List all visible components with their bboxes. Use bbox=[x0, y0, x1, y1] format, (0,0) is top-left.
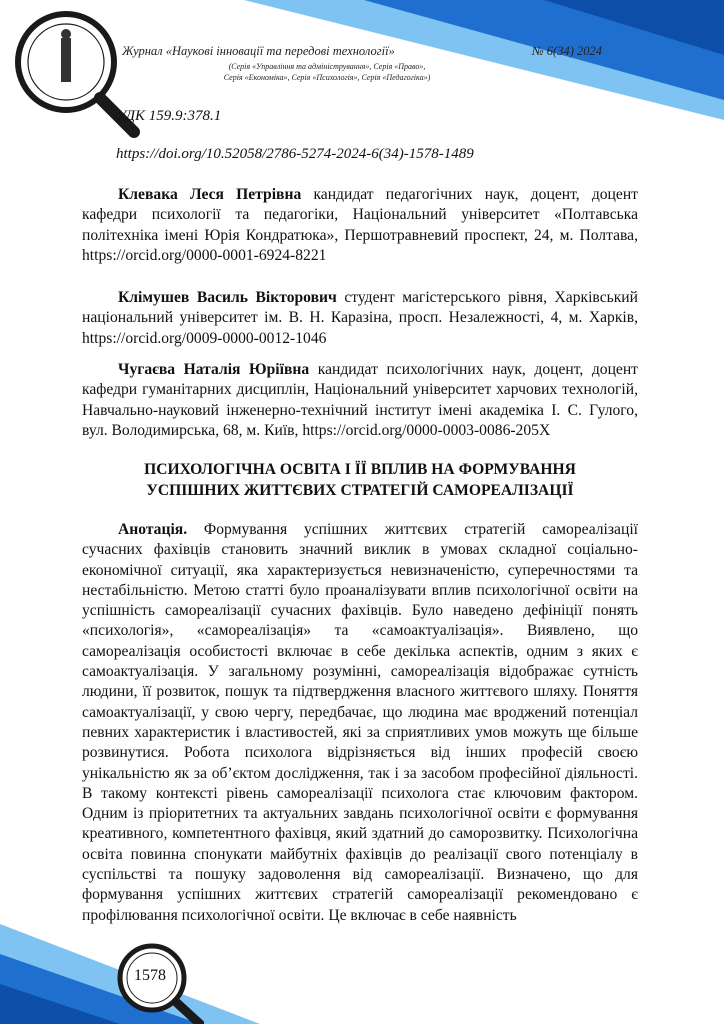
author-details: кандидат педагогічних наук, доцент, доцент кафедри психології та педагогіки, Національний університет «Полтавська політехніка імені Юрія Кондратюка», Першотравневий проспект, 24, м. Полтава, https://orcid.org/0000-0001-6924-8221 bbox=[82, 186, 638, 264]
author-details: кандидат психологічних наук, доцент, доцент кафедри гуманітарних дисциплін, Національний університет харчових технологій, Навчально-науковий інженерно-технічний інститут імені академіка І. С. Гулого, вул. Володимирська, 68, м. Київ, https://orcid.org/0000-0003-0086-205X bbox=[82, 361, 638, 439]
title-line-1: ПСИХОЛОГІЧНА ОСВІТА І ЇЇ ВПЛИВ НА ФОРМУВАННЯ bbox=[144, 461, 576, 478]
author-name: Чугаєва Наталія Юріївна bbox=[118, 361, 310, 378]
author-block bbox=[82, 360, 638, 441]
journal-issue: № 6(34) 2024 bbox=[531, 44, 602, 58]
journal-title: Журнал «Наукові інновації та передові технології» bbox=[122, 44, 395, 58]
page-number: 1578 bbox=[134, 967, 166, 984]
doi-link[interactable]: https://doi.org/10.52058/2786-5274-2024-6(34)-1578-1489 bbox=[116, 146, 474, 162]
author-details: студент магістерського рівня, Харківський національний університет ім. В. Н. Каразіна, просп. Незалежності, 4, м. Харків, https://orcid.org/0009-0000-0012-1046 bbox=[82, 289, 638, 347]
author-block bbox=[82, 185, 638, 266]
series-line-1: (Серія «Управління та адміністрування», Серія «Право», bbox=[228, 62, 426, 71]
abstract-text: Формування успішних життєвих стратегій самореалізації сучасних фахівців становить значний виклик в умовах складної соціально-економічної ситуації, яка характеризується невизначеністю, суперечностями та нестабільністю. Метою статті було проаналізувати вплив психологічної освіти на успішність самореалізації сучасних фахівців. Було наведено дефініції понять «психологія», «самореалізація» та «самоактуалізація». Виявлено, що самореалізація особистості включає в себе декілька аспектів, одним з яких є самоактуалізація. У загальному розумінні, самореалізація відображає сутність людини, її розвиток, пошук та підтвердження власного життєвого шляху. Поняття самоактуалізації, у свою чергу, передбачає, що людина має вроджений потенціал певних характеристик і властивостей, які за сприятливих умов можуть ще більше розвинутися. Робота психолога відрізняється від інших професій своєю унікальністю як за об’єктом дослідження, так і за засобом професійної діяльності. В такому контексті рівень самореалізації психолога стає ключовим фактором. Одним із пріоритетних та актуальних завдань психологічної освіти є формування креативного, компетентного фахівця, який здатний до саморозвитку. Психологічна освіта повинна спонукати майбутніх фахівців до реалізації свого потенціалу в суспільстві та пошуку задоволення від самореалізації. Визначено, що для формування успішних життєвих стратегій самореалізації рекомендовано є профілювання психологічної освіти. Це включає в себе наявність bbox=[82, 521, 638, 924]
abstract-label: Анотація. bbox=[118, 521, 188, 538]
journal-header bbox=[122, 44, 602, 83]
author-name: Клевака Леся Петрівна bbox=[118, 186, 302, 203]
journal-series bbox=[122, 61, 602, 83]
series-line-2: Серія «Економіка», Серія «Психологія», Серія «Педагогіка») bbox=[223, 73, 431, 82]
title-line-2: УСПІШНИХ ЖИТТЄВИХ СТРАТЕГІЙ САМОРЕАЛІЗАЦІЇ bbox=[146, 481, 574, 499]
author-block bbox=[82, 288, 638, 349]
author-name: Клімушев Василь Вікторович bbox=[118, 289, 337, 306]
abstract-paragraph bbox=[82, 520, 638, 926]
udc-code: УДК 159.9:378.1 bbox=[116, 108, 222, 124]
article-title bbox=[82, 460, 638, 501]
